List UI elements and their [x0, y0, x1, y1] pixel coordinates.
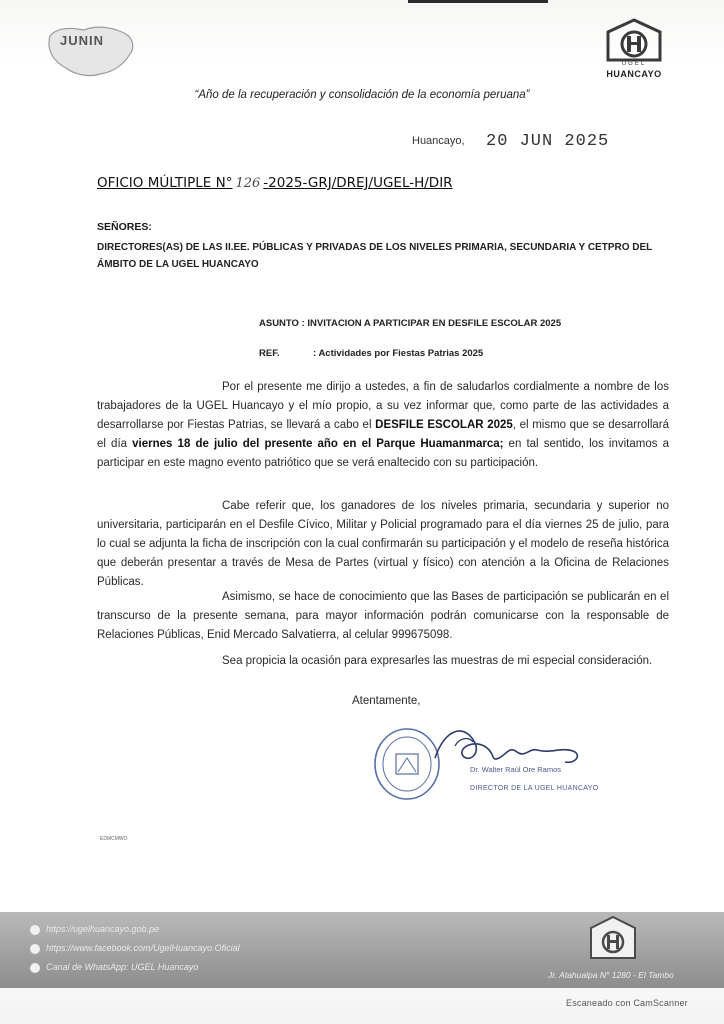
salutation: SEÑORES: [97, 221, 152, 233]
reference-label: REF. [259, 348, 280, 359]
top-edge-mark [408, 0, 548, 3]
globe-icon [30, 925, 40, 935]
subject-line: ASUNTO : INVITACION A PARTICIPAR EN DESFILE ESCOLAR 2025 [259, 318, 562, 329]
p1-bold-event: DESFILE ESCOLAR 2025 [375, 419, 513, 431]
addressee-directors: DIRECTORES(AS) DE LAS II.EE. PÚBLICAS Y PRIVADAS DE LOS NIVELES PRIMARIA, SECUNDARIA Y CETPRO DEL ÁMBITO DE LA UGEL HUANCAYO [97, 242, 653, 270]
camscanner-watermark: Escaneado con CamScanner [566, 998, 688, 1008]
junin-logo-text: JUNIN [60, 33, 105, 48]
letterhead-footer [0, 912, 724, 988]
reference-line [259, 348, 484, 359]
typist-initials: EDMCMWO [100, 836, 128, 842]
body-paragraph-2: Cabe referir que, los ganadores de los niveles primaria, secundaria y superior no universitaria, participarán en el Desfile Cívico, Militar y Policial programado para el día viernes 25 de julio, para lo cual se adjunta la ficha de inscripción con la cual confirmarán su participación y el modelo de reseña histórica que deberán presentar a través de Mesa de Partes (virtual y físico) con atención a la Oficina de Relaciones Públicas. [97, 500, 669, 588]
whatsapp-icon [30, 963, 40, 973]
oficio-suffix: -2025-GRJ/DREJ/UGEL-H/DIR [263, 175, 453, 191]
junin-region-map-logo [44, 22, 140, 80]
closing-phrase: Atentamente, [352, 695, 421, 707]
p1-text-c: , el mismo que se desarrollará el día [97, 419, 669, 450]
ugel-logo-name: HUANCAYO [606, 69, 662, 79]
year-motto: “Año de la recuperación y consolidación de la economía peruana” [194, 89, 530, 101]
p1-text-e: en tal sentido, los invitamos a participar en este magno evento patriótico que se verá enaltecido con su participación. [97, 438, 669, 469]
p1-bold-date-place: viernes 18 de julio del presente año en el Parque Huamanmarca; [132, 438, 504, 450]
date-stamp: 20 JUN 2025 [486, 132, 610, 151]
ugel-footer-logo [587, 914, 639, 964]
footer-whatsapp-text: Canal de WhatsApp: UGEL Huancayo [46, 962, 199, 972]
reference-text: : Actividades por Fiestas Patrias 2025 [313, 348, 484, 359]
footer-website-text: https://ugelhuancayo.gob.pe [46, 924, 160, 934]
body-paragraph-3: Asimismo, se hace de conocimiento que las Bases de participación se publicarán en el transcurso de la presente semana, para mayor información podrán comunicarse con la responsable de Relaciones Públicas, Enid Mercado Salvatierra, al celular 999675098. [97, 591, 669, 641]
footer-whatsapp [30, 962, 198, 973]
footer-website [30, 924, 159, 935]
footer-facebook-text: https://www.facebook.com/UgelHuancayo.Oficial [46, 943, 240, 953]
footer-facebook [30, 943, 240, 954]
signatory-title: DIRECTOR DE LA UGEL HUANCAYO [470, 785, 599, 792]
body-paragraph-1 [97, 378, 669, 473]
footer-address: Jr. Atahualpa N° 1280 - El Tambo [548, 970, 674, 980]
p1-text-a: Por el presente me dirijo a ustedes, a fin de saludarlos cordialmente a nombre de los trabajadores de la UGEL Huancayo y el mío propio, a su vez informar que, como parte de las actividades a desarrollarse por Fiestas Patrias, se llevará a cabo el [97, 381, 669, 431]
signatory-name: Dr. Walter Raúl Ore Ramos [470, 765, 561, 774]
date-city: Huancayo, [412, 135, 465, 147]
oficio-handwritten-number: 126 [235, 176, 261, 191]
oficio-prefix: OFICIO MÚLTIPLE N° [97, 175, 233, 191]
body-paragraph-4: Sea propicia la ocasión para expresarles las muestras de mi especial consideración. [222, 655, 653, 667]
oficio-reference [97, 175, 453, 191]
facebook-icon [30, 944, 40, 954]
ugel-logo-small-text: UGEL [621, 61, 647, 67]
